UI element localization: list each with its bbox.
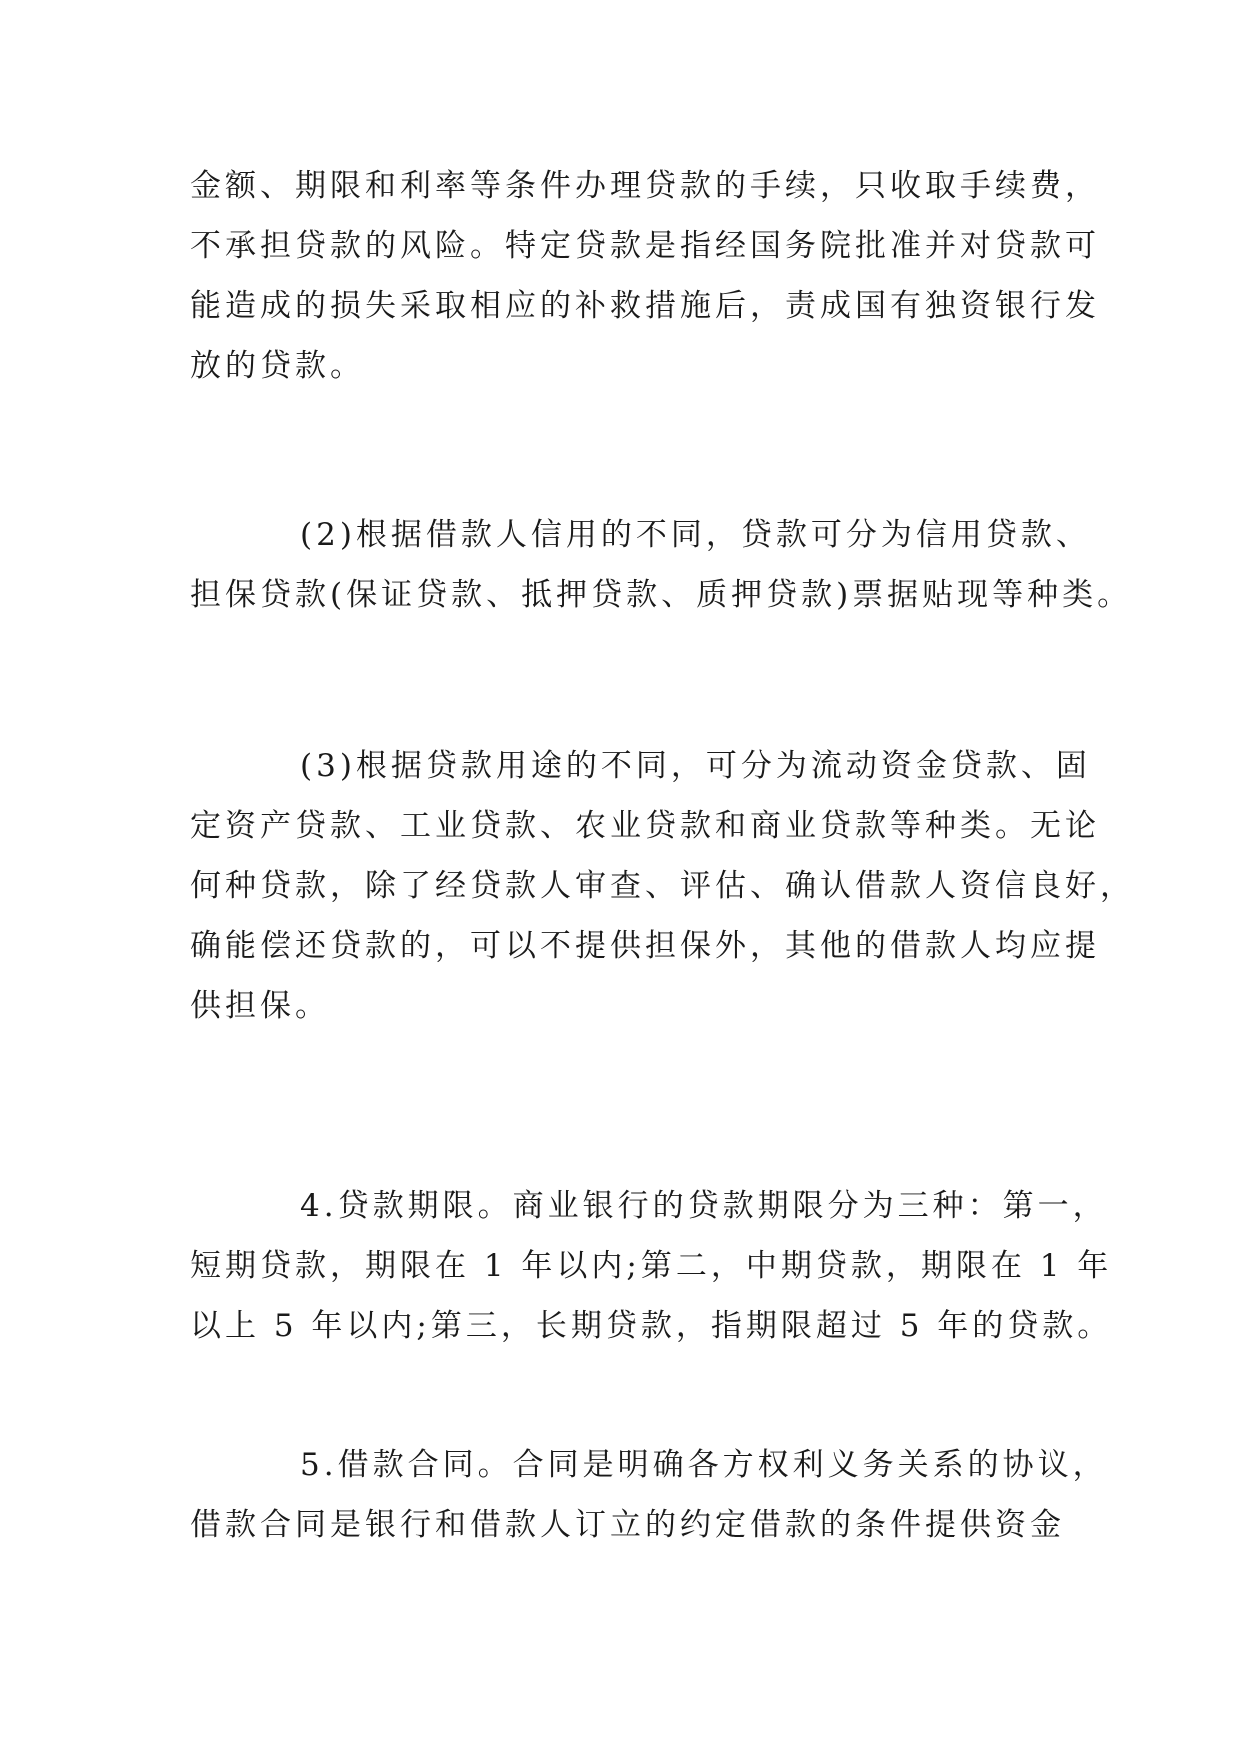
paragraph-credit-types xyxy=(190,505,1133,625)
text-line: 供担保。 xyxy=(190,988,330,1024)
text-line: 能造成的损失采取相应的补救措施后，责成国有独资银行发 xyxy=(190,288,1100,324)
text-line: (2)根据借款人信用的不同，贷款可分为信用贷款、 xyxy=(300,517,1091,553)
text-line: 何种贷款，除了经贷款人审查、评估、确认借款人资信良好， xyxy=(190,868,1135,904)
text-line: 定资产贷款、工业贷款、农业贷款和商业贷款等种类。无论 xyxy=(190,808,1100,844)
text-line: 不承担贷款的风险。特定贷款是指经国务院批准并对贷款可 xyxy=(190,228,1100,264)
paragraph-loan-term xyxy=(190,1176,1113,1356)
text-line: 4.贷款期限。商业银行的贷款期限分为三种：第一， xyxy=(300,1188,1108,1224)
text-line: 放的贷款。 xyxy=(190,348,365,384)
paragraph-loan-purpose xyxy=(190,736,1135,1036)
text-line: 金额、期限和利率等条件办理贷款的手续，只收取手续费， xyxy=(190,168,1100,204)
text-line: 借款合同是银行和借款人订立的约定借款的条件提供资金 xyxy=(190,1507,1065,1543)
paragraph-continuation xyxy=(190,156,1100,396)
text-line: 担保贷款(保证贷款、抵押贷款、质押贷款)票据贴现等种类。 xyxy=(190,577,1133,613)
text-line: 以上 5 年以内;第三，长期贷款，指期限超过 5 年的贷款。 xyxy=(190,1308,1113,1344)
text-line: (3)根据贷款用途的不同，可分为流动资金贷款、固 xyxy=(300,748,1091,784)
text-line: 短期贷款，期限在 1 年以内;第二，中期贷款，期限在 1 年 xyxy=(190,1248,1113,1284)
text-line: 确能偿还贷款的，可以不提供担保外，其他的借款人均应提 xyxy=(190,928,1100,964)
text-line: 5.借款合同。合同是明确各方权利义务关系的协议， xyxy=(300,1447,1108,1483)
paragraph-loan-contract xyxy=(190,1435,1108,1555)
